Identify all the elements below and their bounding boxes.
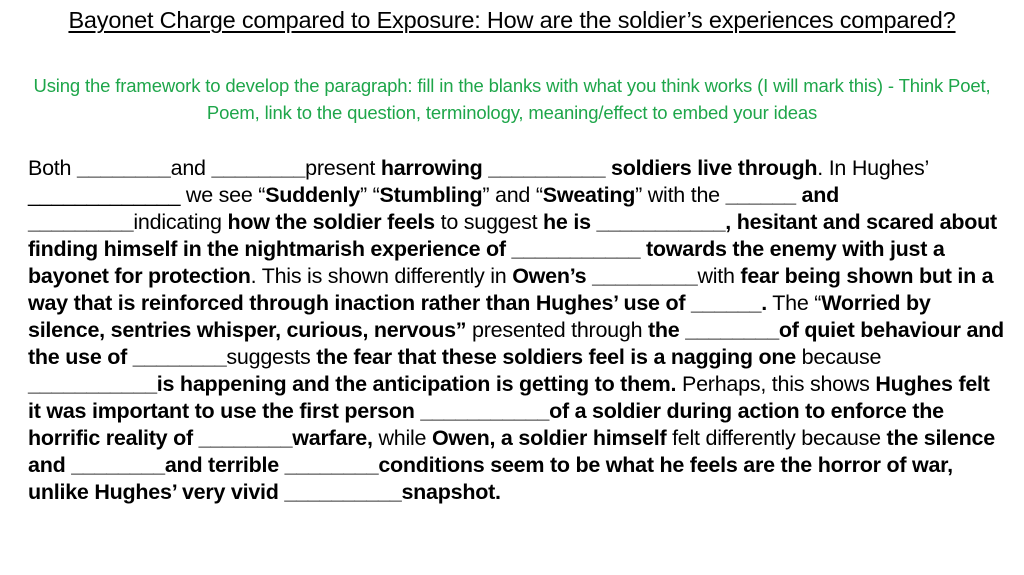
paragraph-run: because bbox=[795, 345, 882, 369]
paragraph-run: present bbox=[305, 156, 381, 180]
paragraph-bold-run: Suddenly bbox=[265, 183, 360, 207]
paragraph-run: to suggest bbox=[434, 210, 544, 234]
paragraph-bold-run: Hughes felt it was important to use the first person ___________of a soldier during action to enforce the horrific reality of ________warfare, bbox=[28, 372, 990, 450]
paragraph-bold-run: Owen, a soldier himself bbox=[431, 426, 667, 450]
framework-paragraph bbox=[28, 155, 1008, 506]
paragraph-bold-run: fear being shown but in a way that is reinforced through inaction rather than Hughes’ use of ______. bbox=[28, 264, 994, 315]
paragraph-run: suggests bbox=[226, 345, 317, 369]
paragraph-run: presented through bbox=[466, 318, 649, 342]
paragraph-bold-run: ______ and _________ bbox=[28, 183, 840, 234]
paragraph-bold-run: Sweating bbox=[542, 183, 636, 207]
paragraph-bold-run: ________ bbox=[211, 156, 306, 180]
paragraph-bold-run: ________ bbox=[76, 156, 171, 180]
paragraph-run: ” “ bbox=[359, 183, 380, 207]
paragraph-run: and bbox=[170, 156, 212, 180]
paragraph-bold-run: how the soldier feels bbox=[227, 210, 435, 234]
paragraph-run: with bbox=[697, 264, 741, 288]
paragraph-run: Perhaps, this shows bbox=[676, 372, 876, 396]
instructions-text: Using the framework to develop the paragraph: fill in the blanks with what you think works (I will mark this) - Think Poet, Poem, link to the question, terminology, meaning/effect to embed your ideas bbox=[33, 75, 991, 123]
paragraph-run: Both bbox=[28, 156, 77, 180]
paragraph-bold-run: Stumbling bbox=[379, 183, 483, 207]
paragraph-run: ” and “ bbox=[482, 183, 543, 207]
paragraph-run: felt differently because bbox=[666, 426, 887, 450]
paragraph-bold-run: the fear that these soldiers feel is a nagging one bbox=[316, 345, 796, 369]
paragraph-run: . In Hughes’ _____________ we see “ bbox=[28, 156, 929, 207]
paragraph-run: indicating bbox=[133, 210, 228, 234]
paragraph-bold-run: the silence and ________and terrible ________conditions seem to be what he feels are the horror of war, unlike Hughes’ very vivid __________snapshot. bbox=[28, 426, 995, 504]
slide-title: Bayonet Charge compared to Exposure: How are the soldier’s experiences compared? bbox=[68, 7, 956, 33]
paragraph-bold-run: ___________is happening and the anticipation is getting to them. bbox=[28, 372, 677, 396]
paragraph-bold-run: Owen’s _________ bbox=[512, 264, 698, 288]
paragraph-run: while bbox=[372, 426, 432, 450]
paragraph-run: The “ bbox=[766, 291, 822, 315]
paragraph-bold-run: harrowing __________ soldiers live through bbox=[380, 156, 818, 180]
paragraph-bold-run: Worried by silence, sentries whisper, curious, nervous” bbox=[28, 291, 931, 342]
paragraph-bold-run: the ________of quiet behaviour and the use of ________ bbox=[28, 318, 1004, 369]
paragraph-run: . This is shown differently in bbox=[250, 264, 513, 288]
paragraph-bold-run: he is ___________, hesitant and scared about finding himself in the nightmarish experience of ___________ towards the enemy with just a bayonet for protection bbox=[28, 210, 997, 288]
paragraph-run: ” with the bbox=[635, 183, 726, 207]
